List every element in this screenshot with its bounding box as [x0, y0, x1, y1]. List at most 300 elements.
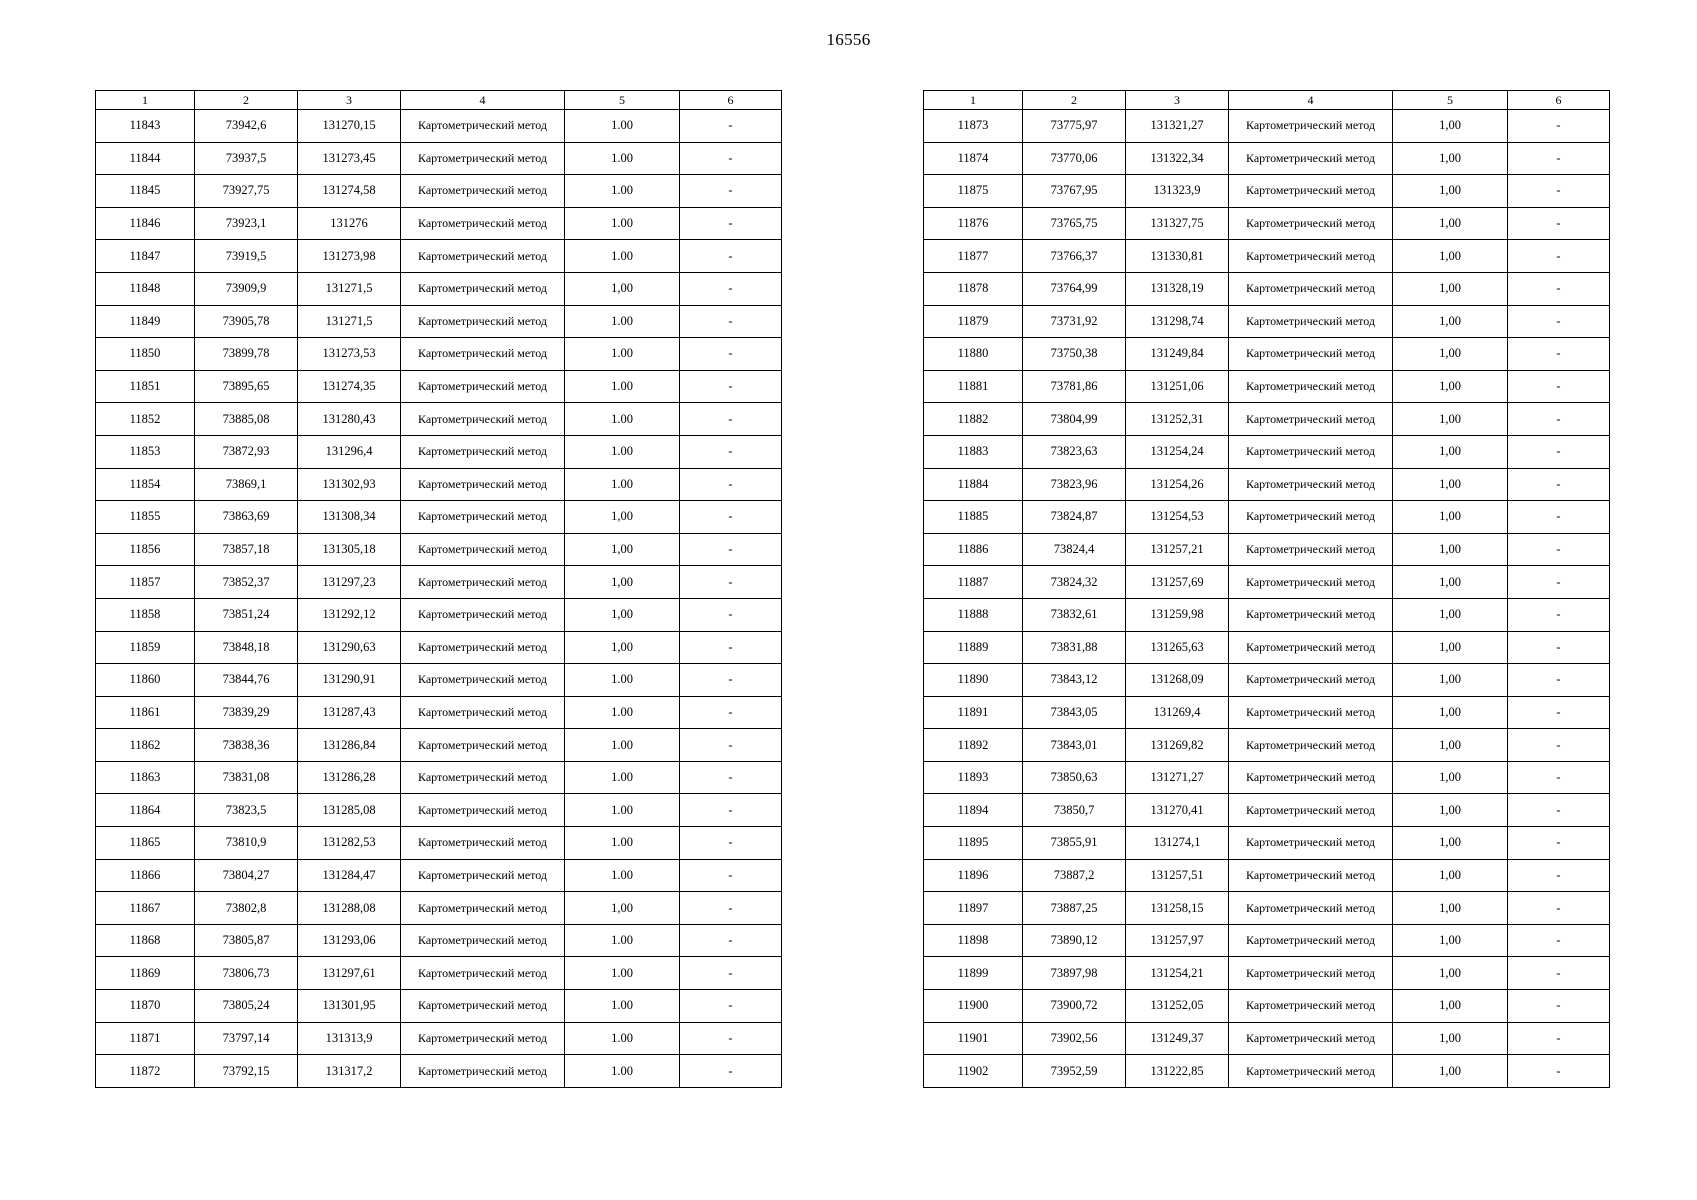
y-coordinate-cell: 131297,61	[298, 957, 401, 990]
method-cell: Картометрический метод	[1229, 664, 1393, 697]
accuracy-cell: 1,00	[1393, 305, 1508, 338]
accuracy-cell: 1.00	[565, 175, 680, 208]
description-cell: -	[680, 729, 782, 762]
method-cell: Картометрический метод	[401, 501, 565, 534]
accuracy-cell: 1.00	[565, 990, 680, 1023]
method-cell: Картометрический метод	[1229, 631, 1393, 664]
description-cell: -	[680, 403, 782, 436]
point-number-cell: 11864	[96, 794, 195, 827]
accuracy-cell: 1,00	[1393, 892, 1508, 925]
y-coordinate-cell: 131280,43	[298, 403, 401, 436]
table-row	[96, 794, 782, 827]
accuracy-cell: 1,00	[1393, 631, 1508, 664]
x-coordinate-cell: 73824,32	[1023, 566, 1126, 599]
table-row	[96, 501, 782, 534]
x-coordinate-cell: 73927,75	[195, 175, 298, 208]
table-row	[96, 305, 782, 338]
point-number-cell: 11872	[96, 1055, 195, 1088]
y-coordinate-cell: 131313,9	[298, 1022, 401, 1055]
x-coordinate-cell: 73923,1	[195, 207, 298, 240]
x-coordinate-cell: 73831,88	[1023, 631, 1126, 664]
table-row	[96, 1055, 782, 1088]
point-number-cell: 11891	[924, 696, 1023, 729]
description-cell: -	[1508, 533, 1610, 566]
x-coordinate-cell: 73767,95	[1023, 175, 1126, 208]
point-number-cell: 11860	[96, 664, 195, 697]
point-number-cell: 11862	[96, 729, 195, 762]
point-number-cell: 11887	[924, 566, 1023, 599]
x-coordinate-cell: 73887,2	[1023, 859, 1126, 892]
point-number-cell: 11845	[96, 175, 195, 208]
table-row	[924, 370, 1610, 403]
point-number-cell: 11867	[96, 892, 195, 925]
method-cell: Картометрический метод	[1229, 468, 1393, 501]
method-cell: Картометрический метод	[1229, 957, 1393, 990]
method-cell: Картометрический метод	[1229, 501, 1393, 534]
table-row	[96, 533, 782, 566]
method-cell: Картометрический метод	[401, 631, 565, 664]
table-header-row	[924, 91, 1610, 110]
method-cell: Картометрический метод	[401, 1055, 565, 1088]
method-cell: Картометрический метод	[401, 696, 565, 729]
description-cell: -	[1508, 272, 1610, 305]
table-row	[96, 696, 782, 729]
y-coordinate-cell: 131284,47	[298, 859, 401, 892]
y-coordinate-cell: 131249,37	[1126, 1022, 1229, 1055]
column-header: 2	[1023, 91, 1126, 110]
description-cell: -	[1508, 664, 1610, 697]
point-number-cell: 11846	[96, 207, 195, 240]
accuracy-cell: 1,00	[565, 501, 680, 534]
point-number-cell: 11881	[924, 370, 1023, 403]
point-number-cell: 11879	[924, 305, 1023, 338]
table-row	[924, 175, 1610, 208]
description-cell: -	[680, 990, 782, 1023]
point-number-cell: 11865	[96, 827, 195, 860]
x-coordinate-cell: 73843,12	[1023, 664, 1126, 697]
description-cell: -	[680, 533, 782, 566]
accuracy-cell: 1.00	[565, 207, 680, 240]
x-coordinate-cell: 73805,87	[195, 924, 298, 957]
y-coordinate-cell: 131297,23	[298, 566, 401, 599]
accuracy-cell: 1.00	[565, 305, 680, 338]
y-coordinate-cell: 131285,08	[298, 794, 401, 827]
y-coordinate-cell: 131270,41	[1126, 794, 1229, 827]
method-cell: Картометрический метод	[1229, 533, 1393, 566]
y-coordinate-cell: 131290,91	[298, 664, 401, 697]
description-cell: -	[1508, 794, 1610, 827]
description-cell: -	[680, 305, 782, 338]
method-cell: Картометрический метод	[401, 924, 565, 957]
method-cell: Картометрический метод	[401, 566, 565, 599]
y-coordinate-cell: 131258,15	[1126, 892, 1229, 925]
x-coordinate-cell: 73831,08	[195, 761, 298, 794]
y-coordinate-cell: 131257,69	[1126, 566, 1229, 599]
point-number-cell: 11859	[96, 631, 195, 664]
table-row	[924, 1022, 1610, 1055]
point-number-cell: 11844	[96, 142, 195, 175]
method-cell: Картометрический метод	[401, 338, 565, 371]
description-cell: -	[1508, 892, 1610, 925]
method-cell: Картометрический метод	[1229, 1022, 1393, 1055]
accuracy-cell: 1.00	[565, 859, 680, 892]
table-row	[924, 892, 1610, 925]
point-number-cell: 11878	[924, 272, 1023, 305]
accuracy-cell: 1.00	[565, 1022, 680, 1055]
table-row	[96, 761, 782, 794]
y-coordinate-cell: 131271,5	[298, 305, 401, 338]
x-coordinate-cell: 73850,7	[1023, 794, 1126, 827]
point-number-cell: 11901	[924, 1022, 1023, 1055]
accuracy-cell: 1.00	[565, 664, 680, 697]
x-coordinate-cell: 73823,96	[1023, 468, 1126, 501]
table-row	[96, 468, 782, 501]
y-coordinate-cell: 131265,63	[1126, 631, 1229, 664]
method-cell: Картометрический метод	[1229, 435, 1393, 468]
description-cell: -	[680, 272, 782, 305]
table-row	[924, 142, 1610, 175]
accuracy-cell: 1,00	[1393, 859, 1508, 892]
table-row	[96, 435, 782, 468]
accuracy-cell: 1,00	[1393, 761, 1508, 794]
x-coordinate-cell: 73805,24	[195, 990, 298, 1023]
y-coordinate-cell: 131292,12	[298, 598, 401, 631]
x-coordinate-cell: 73855,91	[1023, 827, 1126, 860]
table-row	[96, 664, 782, 697]
table-row	[96, 110, 782, 143]
x-coordinate-cell: 73852,37	[195, 566, 298, 599]
method-cell: Картометрический метод	[401, 664, 565, 697]
method-cell: Картометрический метод	[1229, 110, 1393, 143]
description-cell: -	[680, 957, 782, 990]
x-coordinate-cell: 73770,06	[1023, 142, 1126, 175]
description-cell: -	[1508, 696, 1610, 729]
method-cell: Картометрический метод	[1229, 794, 1393, 827]
x-coordinate-cell: 73863,69	[195, 501, 298, 534]
method-cell: Картометрический метод	[401, 533, 565, 566]
x-coordinate-cell: 73848,18	[195, 631, 298, 664]
table-row	[924, 110, 1610, 143]
method-cell: Картометрический метод	[401, 370, 565, 403]
y-coordinate-cell: 131302,93	[298, 468, 401, 501]
column-header: 3	[298, 91, 401, 110]
point-number-cell: 11882	[924, 403, 1023, 436]
method-cell: Картометрический метод	[401, 892, 565, 925]
point-number-cell: 11898	[924, 924, 1023, 957]
accuracy-cell: 1.00	[565, 468, 680, 501]
accuracy-cell: 1,00	[1393, 794, 1508, 827]
method-cell: Картометрический метод	[1229, 729, 1393, 762]
accuracy-cell: 1,00	[1393, 110, 1508, 143]
point-number-cell: 11902	[924, 1055, 1023, 1088]
table-row	[96, 370, 782, 403]
point-number-cell: 11852	[96, 403, 195, 436]
accuracy-cell: 1.00	[565, 110, 680, 143]
description-cell: -	[680, 631, 782, 664]
description-cell: -	[1508, 1022, 1610, 1055]
accuracy-cell: 1,00	[1393, 957, 1508, 990]
accuracy-cell: 1.00	[565, 924, 680, 957]
point-number-cell: 11894	[924, 794, 1023, 827]
description-cell: -	[680, 338, 782, 371]
y-coordinate-cell: 131286,84	[298, 729, 401, 762]
y-coordinate-cell: 131269,4	[1126, 696, 1229, 729]
point-number-cell: 11885	[924, 501, 1023, 534]
accuracy-cell: 1.00	[565, 142, 680, 175]
y-coordinate-cell: 131296,4	[298, 435, 401, 468]
accuracy-cell: 1,00	[1393, 664, 1508, 697]
y-coordinate-cell: 131328,19	[1126, 272, 1229, 305]
y-coordinate-cell: 131254,26	[1126, 468, 1229, 501]
x-coordinate-cell: 73750,38	[1023, 338, 1126, 371]
x-coordinate-cell: 73765,75	[1023, 207, 1126, 240]
method-cell: Картометрический метод	[1229, 761, 1393, 794]
description-cell: -	[1508, 305, 1610, 338]
x-coordinate-cell: 73902,56	[1023, 1022, 1126, 1055]
x-coordinate-cell: 73823,5	[195, 794, 298, 827]
y-coordinate-cell: 131274,35	[298, 370, 401, 403]
point-number-cell: 11893	[924, 761, 1023, 794]
x-coordinate-cell: 73797,14	[195, 1022, 298, 1055]
x-coordinate-cell: 73885,08	[195, 403, 298, 436]
description-cell: -	[1508, 598, 1610, 631]
description-cell: -	[680, 370, 782, 403]
x-coordinate-cell: 73843,01	[1023, 729, 1126, 762]
accuracy-cell: 1,00	[1393, 435, 1508, 468]
column-header: 3	[1126, 91, 1229, 110]
description-cell: -	[680, 468, 782, 501]
description-cell: -	[1508, 990, 1610, 1023]
accuracy-cell: 1,00	[565, 272, 680, 305]
y-coordinate-cell: 131249,84	[1126, 338, 1229, 371]
accuracy-cell: 1.00	[565, 696, 680, 729]
x-coordinate-cell: 73775,97	[1023, 110, 1126, 143]
point-number-cell: 11899	[924, 957, 1023, 990]
description-cell: -	[1508, 142, 1610, 175]
description-cell: -	[680, 794, 782, 827]
accuracy-cell: 1.00	[565, 370, 680, 403]
y-coordinate-cell: 131254,21	[1126, 957, 1229, 990]
y-coordinate-cell: 131257,51	[1126, 859, 1229, 892]
point-number-cell: 11849	[96, 305, 195, 338]
point-number-cell: 11869	[96, 957, 195, 990]
table-row	[924, 696, 1610, 729]
table-row	[96, 631, 782, 664]
table-row	[924, 501, 1610, 534]
y-coordinate-cell: 131301,95	[298, 990, 401, 1023]
description-cell: -	[680, 566, 782, 599]
table-row	[924, 305, 1610, 338]
description-cell: -	[680, 827, 782, 860]
accuracy-cell: 1.00	[565, 338, 680, 371]
accuracy-cell: 1.00	[565, 1055, 680, 1088]
accuracy-cell: 1.00	[565, 794, 680, 827]
point-number-cell: 11897	[924, 892, 1023, 925]
table-header-row	[96, 91, 782, 110]
table-row	[924, 990, 1610, 1023]
method-cell: Картометрический метод	[1229, 566, 1393, 599]
x-coordinate-cell: 73850,63	[1023, 761, 1126, 794]
y-coordinate-cell: 131274,58	[298, 175, 401, 208]
x-coordinate-cell: 73869,1	[195, 468, 298, 501]
point-number-cell: 11858	[96, 598, 195, 631]
method-cell: Картометрический метод	[1229, 924, 1393, 957]
point-number-cell: 11874	[924, 142, 1023, 175]
method-cell: Картометрический метод	[401, 794, 565, 827]
description-cell: -	[680, 1055, 782, 1088]
x-coordinate-cell: 73952,59	[1023, 1055, 1126, 1088]
description-cell: -	[680, 175, 782, 208]
y-coordinate-cell: 131282,53	[298, 827, 401, 860]
point-number-cell: 11871	[96, 1022, 195, 1055]
accuracy-cell: 1.00	[565, 435, 680, 468]
y-coordinate-cell: 131254,24	[1126, 435, 1229, 468]
point-number-cell: 11847	[96, 240, 195, 273]
y-coordinate-cell: 131259,98	[1126, 598, 1229, 631]
accuracy-cell: 1,00	[1393, 370, 1508, 403]
method-cell: Картометрический метод	[401, 859, 565, 892]
description-cell: -	[1508, 501, 1610, 534]
x-coordinate-cell: 73857,18	[195, 533, 298, 566]
y-coordinate-cell: 131273,53	[298, 338, 401, 371]
y-coordinate-cell: 131305,18	[298, 533, 401, 566]
accuracy-cell: 1.00	[565, 729, 680, 762]
x-coordinate-cell: 73802,8	[195, 892, 298, 925]
x-coordinate-cell: 73766,37	[1023, 240, 1126, 273]
method-cell: Картометрический метод	[401, 435, 565, 468]
accuracy-cell: 1.00	[565, 403, 680, 436]
description-cell: -	[1508, 338, 1610, 371]
description-cell: -	[1508, 827, 1610, 860]
accuracy-cell: 1,00	[1393, 272, 1508, 305]
x-coordinate-cell: 73844,76	[195, 664, 298, 697]
method-cell: Картометрический метод	[1229, 370, 1393, 403]
table-row	[924, 664, 1610, 697]
accuracy-cell: 1,00	[1393, 566, 1508, 599]
accuracy-cell: 1,00	[1393, 1055, 1508, 1088]
table-row	[924, 435, 1610, 468]
y-coordinate-cell: 131322,34	[1126, 142, 1229, 175]
description-cell: -	[680, 501, 782, 534]
method-cell: Картометрический метод	[401, 142, 565, 175]
accuracy-cell: 1,00	[1393, 338, 1508, 371]
method-cell: Картометрический метод	[401, 240, 565, 273]
accuracy-cell: 1,00	[1393, 696, 1508, 729]
method-cell: Картометрический метод	[1229, 696, 1393, 729]
x-coordinate-cell: 73781,86	[1023, 370, 1126, 403]
y-coordinate-cell: 131257,97	[1126, 924, 1229, 957]
accuracy-cell: 1,00	[1393, 240, 1508, 273]
method-cell: Картометрический метод	[401, 1022, 565, 1055]
x-coordinate-cell: 73851,24	[195, 598, 298, 631]
x-coordinate-cell: 73804,99	[1023, 403, 1126, 436]
table-row	[924, 207, 1610, 240]
y-coordinate-cell: 131276	[298, 207, 401, 240]
y-coordinate-cell: 131330,81	[1126, 240, 1229, 273]
x-coordinate-cell: 73843,05	[1023, 696, 1126, 729]
point-number-cell: 11873	[924, 110, 1023, 143]
table-row	[96, 598, 782, 631]
accuracy-cell: 1.00	[565, 957, 680, 990]
x-coordinate-cell: 73895,65	[195, 370, 298, 403]
table-row	[924, 566, 1610, 599]
point-number-cell: 11886	[924, 533, 1023, 566]
y-coordinate-cell: 131287,43	[298, 696, 401, 729]
method-cell: Картометрический метод	[1229, 240, 1393, 273]
table-row	[96, 207, 782, 240]
point-number-cell: 11888	[924, 598, 1023, 631]
column-header: 6	[680, 91, 782, 110]
method-cell: Картометрический метод	[1229, 859, 1393, 892]
method-cell: Картометрический метод	[1229, 403, 1393, 436]
point-number-cell: 11843	[96, 110, 195, 143]
method-cell: Картометрический метод	[1229, 598, 1393, 631]
method-cell: Картометрический метод	[1229, 338, 1393, 371]
accuracy-cell: 1.00	[565, 827, 680, 860]
column-header: 2	[195, 91, 298, 110]
method-cell: Картометрический метод	[1229, 207, 1393, 240]
x-coordinate-cell: 73887,25	[1023, 892, 1126, 925]
description-cell: -	[1508, 110, 1610, 143]
table-row	[96, 827, 782, 860]
column-header: 4	[401, 91, 565, 110]
table-row	[96, 175, 782, 208]
method-cell: Картометрический метод	[1229, 142, 1393, 175]
table-row	[96, 924, 782, 957]
method-cell: Картометрический метод	[1229, 272, 1393, 305]
method-cell: Картометрический метод	[401, 761, 565, 794]
page-number: 16556	[826, 30, 871, 49]
x-coordinate-cell: 73909,9	[195, 272, 298, 305]
method-cell: Картометрический метод	[1229, 305, 1393, 338]
y-coordinate-cell: 131290,63	[298, 631, 401, 664]
table-row	[924, 631, 1610, 664]
y-coordinate-cell: 131288,08	[298, 892, 401, 925]
table-row	[96, 729, 782, 762]
table-row	[924, 1055, 1610, 1088]
x-coordinate-cell: 73804,27	[195, 859, 298, 892]
method-cell: Картометрический метод	[401, 468, 565, 501]
accuracy-cell: 1,00	[1393, 598, 1508, 631]
column-header: 4	[1229, 91, 1393, 110]
point-number-cell: 11863	[96, 761, 195, 794]
accuracy-cell: 1,00	[1393, 175, 1508, 208]
table-row	[924, 729, 1610, 762]
x-coordinate-cell: 73839,29	[195, 696, 298, 729]
y-coordinate-cell: 131271,27	[1126, 761, 1229, 794]
method-cell: Картометрический метод	[401, 729, 565, 762]
point-number-cell: 11896	[924, 859, 1023, 892]
x-coordinate-cell: 73897,98	[1023, 957, 1126, 990]
y-coordinate-cell: 131274,1	[1126, 827, 1229, 860]
table-row	[924, 957, 1610, 990]
y-coordinate-cell: 131321,27	[1126, 110, 1229, 143]
x-coordinate-cell: 73764,99	[1023, 272, 1126, 305]
y-coordinate-cell: 131323,9	[1126, 175, 1229, 208]
description-cell: -	[1508, 403, 1610, 436]
point-number-cell: 11900	[924, 990, 1023, 1023]
description-cell: -	[680, 598, 782, 631]
x-coordinate-cell: 73731,92	[1023, 305, 1126, 338]
accuracy-cell: 1,00	[1393, 827, 1508, 860]
accuracy-cell: 1,00	[565, 892, 680, 925]
table-row	[96, 566, 782, 599]
accuracy-cell: 1.00	[565, 761, 680, 794]
table-row	[924, 403, 1610, 436]
table-row	[924, 338, 1610, 371]
method-cell: Картометрический метод	[1229, 1055, 1393, 1088]
method-cell: Картометрический метод	[401, 272, 565, 305]
